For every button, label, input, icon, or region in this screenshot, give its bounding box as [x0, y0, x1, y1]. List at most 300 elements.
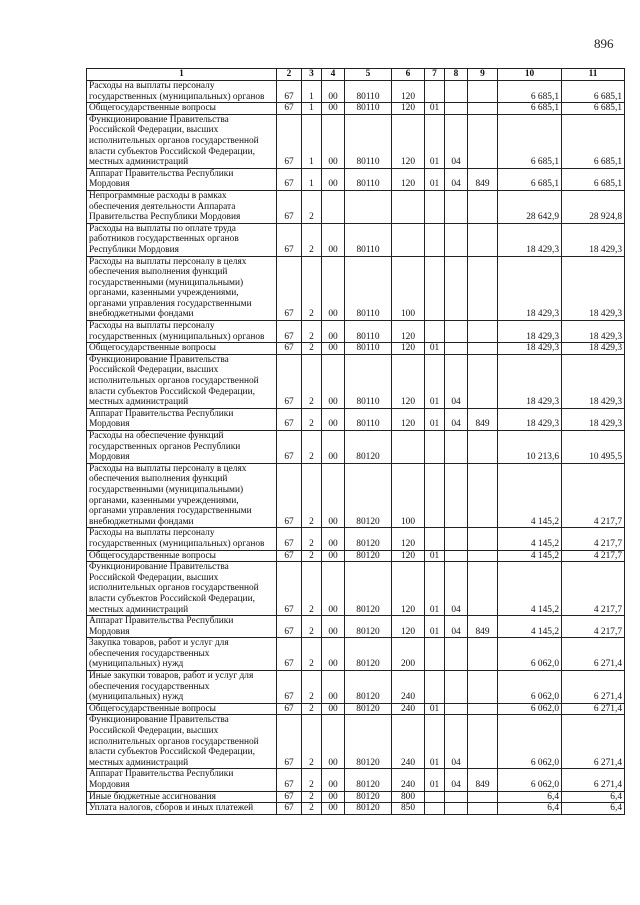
cell-c9 — [468, 671, 498, 704]
cell-c6: 120 — [392, 114, 425, 168]
row-name: Общегосударственные вопросы — [87, 703, 277, 715]
cell-c10: 28 642,9 — [498, 190, 562, 223]
cell-c6: 120 — [392, 321, 425, 343]
table-row — [87, 791, 625, 803]
cell-c6: 800 — [392, 791, 425, 803]
row-name: Общегосударственные вопросы — [87, 550, 277, 562]
cell-c4: 00 — [322, 638, 345, 671]
cell-c5: 80110 — [345, 223, 392, 256]
cell-c5 — [345, 190, 392, 223]
cell-c2: 67 — [277, 638, 302, 671]
cell-c5: 80120 — [345, 528, 392, 550]
table-row — [87, 81, 625, 103]
cell-c6: 120 — [392, 343, 425, 355]
cell-c5: 80120 — [345, 562, 392, 616]
cell-c2: 67 — [277, 671, 302, 704]
cell-c6: 100 — [392, 256, 425, 321]
cell-c10: 4 145,2 — [498, 616, 562, 638]
table-row — [87, 671, 625, 704]
cell-c9 — [468, 562, 498, 616]
cell-c6: 120 — [392, 616, 425, 638]
cell-c11: 18 429,3 — [562, 223, 625, 256]
cell-c2: 67 — [277, 168, 302, 190]
table-row — [87, 321, 625, 343]
cell-c4: 00 — [322, 103, 345, 115]
cell-c7: 01 — [425, 703, 445, 715]
cell-c9 — [468, 103, 498, 115]
cell-c10: 18 429,3 — [498, 343, 562, 355]
cell-c4: 00 — [322, 550, 345, 562]
cell-c10: 18 429,3 — [498, 223, 562, 256]
cell-c5: 80110 — [345, 114, 392, 168]
cell-c3: 2 — [302, 616, 322, 638]
cell-c9: 849 — [468, 616, 498, 638]
cell-c4: 00 — [322, 168, 345, 190]
cell-c10: 6 062,0 — [498, 715, 562, 769]
cell-c4: 00 — [322, 562, 345, 616]
cell-c8 — [445, 223, 468, 256]
cell-c4: 00 — [322, 769, 345, 791]
cell-c3: 1 — [302, 81, 322, 103]
cell-c10: 6 685,1 — [498, 103, 562, 115]
cell-c5: 80110 — [345, 168, 392, 190]
cell-c7: 01 — [425, 408, 445, 430]
cell-c7 — [425, 81, 445, 103]
row-name: Расходы на выплаты персоналу государственных (муниципальных) органов — [87, 528, 277, 550]
cell-c3: 1 — [302, 103, 322, 115]
cell-c10: 6,4 — [498, 791, 562, 803]
cell-c9 — [468, 256, 498, 321]
row-name: Аппарат Правительства Республики Мордовия — [87, 408, 277, 430]
cell-c2: 67 — [277, 343, 302, 355]
cell-c10: 18 429,3 — [498, 408, 562, 430]
cell-c9 — [468, 703, 498, 715]
cell-c10: 6 685,1 — [498, 114, 562, 168]
cell-c3: 2 — [302, 703, 322, 715]
cell-c2: 67 — [277, 616, 302, 638]
cell-c6: 120 — [392, 408, 425, 430]
cell-c3: 2 — [302, 715, 322, 769]
cell-c11: 10 495,5 — [562, 431, 625, 464]
header-cell: 10 — [498, 69, 562, 81]
cell-c2: 67 — [277, 769, 302, 791]
cell-c8 — [445, 638, 468, 671]
cell-c5: 80110 — [345, 321, 392, 343]
cell-c5: 80120 — [345, 715, 392, 769]
cell-c7 — [425, 791, 445, 803]
cell-c4: 00 — [322, 223, 345, 256]
cell-c5: 80120 — [345, 791, 392, 803]
cell-c8: 04 — [445, 715, 468, 769]
cell-c6 — [392, 431, 425, 464]
cell-c8 — [445, 463, 468, 528]
cell-c8 — [445, 791, 468, 803]
cell-c2: 67 — [277, 190, 302, 223]
cell-c3: 1 — [302, 114, 322, 168]
cell-c9: 849 — [468, 769, 498, 791]
cell-c7: 01 — [425, 114, 445, 168]
cell-c7 — [425, 190, 445, 223]
cell-c8: 04 — [445, 408, 468, 430]
cell-c3: 2 — [302, 190, 322, 223]
cell-c6: 240 — [392, 703, 425, 715]
cell-c8: 04 — [445, 168, 468, 190]
cell-c6 — [392, 190, 425, 223]
header-cell: 6 — [392, 69, 425, 81]
cell-c4: 00 — [322, 321, 345, 343]
cell-c10: 4 145,2 — [498, 550, 562, 562]
cell-c9 — [468, 463, 498, 528]
cell-c2: 67 — [277, 803, 302, 815]
cell-c4: 00 — [322, 803, 345, 815]
cell-c8 — [445, 671, 468, 704]
table-row — [87, 715, 625, 769]
cell-c8: 04 — [445, 562, 468, 616]
cell-c3: 2 — [302, 528, 322, 550]
cell-c7: 01 — [425, 769, 445, 791]
cell-c6: 200 — [392, 638, 425, 671]
cell-c9: 849 — [468, 408, 498, 430]
cell-c10: 4 145,2 — [498, 463, 562, 528]
header-cell: 9 — [468, 69, 498, 81]
header-cell: 3 — [302, 69, 322, 81]
row-name: Функционирование Правительства Российской Федерации, высших исполнительных органов государственной власти субъектов Российской Федерации, местных администраций — [87, 114, 277, 168]
cell-c7 — [425, 431, 445, 464]
table-row — [87, 408, 625, 430]
cell-c5: 80110 — [345, 81, 392, 103]
cell-c4: 00 — [322, 408, 345, 430]
table-row — [87, 256, 625, 321]
header-cell: 5 — [345, 69, 392, 81]
cell-c9 — [468, 343, 498, 355]
cell-c6: 120 — [392, 103, 425, 115]
row-name: Расходы на обеспечение функций государственных органов Республики Мордовия — [87, 431, 277, 464]
cell-c8 — [445, 528, 468, 550]
cell-c4: 00 — [322, 703, 345, 715]
cell-c8 — [445, 550, 468, 562]
cell-c2: 67 — [277, 256, 302, 321]
row-name: Расходы на выплаты по оплате труда работников государственных органов Республики Мордовия — [87, 223, 277, 256]
header-cell: 2 — [277, 69, 302, 81]
cell-c8 — [445, 256, 468, 321]
cell-c2: 67 — [277, 715, 302, 769]
cell-c9 — [468, 190, 498, 223]
cell-c5: 80120 — [345, 803, 392, 815]
row-name: Непрограммные расходы в рамках обеспечения деятельности Аппарата Правительства Республики Мордовия — [87, 190, 277, 223]
cell-c2: 67 — [277, 550, 302, 562]
cell-c4: 00 — [322, 431, 345, 464]
cell-c9 — [468, 81, 498, 103]
cell-c7 — [425, 638, 445, 671]
cell-c6: 850 — [392, 803, 425, 815]
cell-c8: 04 — [445, 616, 468, 638]
cell-c3: 1 — [302, 168, 322, 190]
cell-c2: 67 — [277, 791, 302, 803]
cell-c4: 00 — [322, 528, 345, 550]
cell-c5: 80120 — [345, 638, 392, 671]
cell-c11: 18 429,3 — [562, 321, 625, 343]
cell-c2: 67 — [277, 562, 302, 616]
cell-c8 — [445, 703, 468, 715]
cell-c4 — [322, 190, 345, 223]
cell-c10: 6 685,1 — [498, 168, 562, 190]
row-name: Функционирование Правительства Российской Федерации, высших исполнительных органов государственной власти субъектов Российской Федерации, местных администраций — [87, 715, 277, 769]
cell-c10: 18 429,3 — [498, 354, 562, 408]
cell-c2: 67 — [277, 81, 302, 103]
row-name: Функционирование Правительства Российской Федерации, высших исполнительных органов государственной власти субъектов Российской Федерации, местных администраций — [87, 562, 277, 616]
table-row — [87, 463, 625, 528]
cell-c7: 01 — [425, 103, 445, 115]
cell-c4: 00 — [322, 463, 345, 528]
cell-c2: 67 — [277, 103, 302, 115]
cell-c11: 6 271,4 — [562, 703, 625, 715]
cell-c10: 10 213,6 — [498, 431, 562, 464]
cell-c10: 6 062,0 — [498, 769, 562, 791]
cell-c10: 6 062,0 — [498, 671, 562, 704]
table-row — [87, 354, 625, 408]
table-row — [87, 431, 625, 464]
cell-c11: 6 685,1 — [562, 168, 625, 190]
cell-c6: 240 — [392, 715, 425, 769]
cell-c6: 120 — [392, 354, 425, 408]
cell-c8 — [445, 431, 468, 464]
cell-c7 — [425, 803, 445, 815]
cell-c2: 67 — [277, 431, 302, 464]
cell-c10: 6 062,0 — [498, 638, 562, 671]
cell-c9 — [468, 223, 498, 256]
cell-c7: 01 — [425, 354, 445, 408]
cell-c6: 120 — [392, 550, 425, 562]
row-name: Расходы на выплаты персоналу государственных (муниципальных) органов — [87, 81, 277, 103]
cell-c5: 80120 — [345, 550, 392, 562]
cell-c3: 2 — [302, 769, 322, 791]
cell-c7: 01 — [425, 715, 445, 769]
cell-c6: 240 — [392, 769, 425, 791]
cell-c3: 2 — [302, 321, 322, 343]
cell-c3: 2 — [302, 638, 322, 671]
cell-c3: 2 — [302, 671, 322, 704]
page-number: 896 — [594, 36, 614, 51]
table-row — [87, 703, 625, 715]
table-row — [87, 343, 625, 355]
cell-c9 — [468, 114, 498, 168]
table-header-row — [87, 69, 625, 81]
row-name: Аппарат Правительства Республики Мордовия — [87, 168, 277, 190]
cell-c11: 18 429,3 — [562, 343, 625, 355]
cell-c6: 100 — [392, 463, 425, 528]
cell-c11: 18 429,3 — [562, 354, 625, 408]
cell-c2: 67 — [277, 354, 302, 408]
cell-c11: 18 429,3 — [562, 408, 625, 430]
cell-c4: 00 — [322, 81, 345, 103]
table-row — [87, 638, 625, 671]
table-row — [87, 769, 625, 791]
cell-c2: 67 — [277, 528, 302, 550]
table-row — [87, 528, 625, 550]
cell-c7: 01 — [425, 168, 445, 190]
cell-c7 — [425, 463, 445, 528]
row-name: Общегосударственные вопросы — [87, 343, 277, 355]
cell-c4: 00 — [322, 114, 345, 168]
cell-c4: 00 — [322, 791, 345, 803]
cell-c11: 6 685,1 — [562, 81, 625, 103]
budget-table — [86, 68, 625, 815]
cell-c7: 01 — [425, 343, 445, 355]
table-row — [87, 114, 625, 168]
table-row — [87, 803, 625, 815]
cell-c9: 849 — [468, 168, 498, 190]
cell-c8 — [445, 81, 468, 103]
cell-c2: 67 — [277, 703, 302, 715]
cell-c5: 80110 — [345, 408, 392, 430]
table-row — [87, 562, 625, 616]
row-name: Иные закупки товаров, работ и услуг для обеспечения государственных (муниципальных) нужд — [87, 671, 277, 704]
header-cell: 8 — [445, 69, 468, 81]
row-name: Аппарат Правительства Республики Мордовия — [87, 769, 277, 791]
cell-c3: 2 — [302, 354, 322, 408]
cell-c10: 18 429,3 — [498, 256, 562, 321]
cell-c3: 2 — [302, 562, 322, 616]
cell-c4: 00 — [322, 256, 345, 321]
cell-c5: 80120 — [345, 431, 392, 464]
cell-c3: 2 — [302, 431, 322, 464]
table-row — [87, 168, 625, 190]
cell-c11: 4 217,7 — [562, 463, 625, 528]
cell-c10: 6,4 — [498, 803, 562, 815]
cell-c11: 6,4 — [562, 791, 625, 803]
cell-c9 — [468, 528, 498, 550]
cell-c9 — [468, 354, 498, 408]
cell-c5: 80120 — [345, 616, 392, 638]
cell-c11: 6 271,4 — [562, 715, 625, 769]
cell-c7: 01 — [425, 562, 445, 616]
cell-c6: 240 — [392, 671, 425, 704]
cell-c7: 01 — [425, 616, 445, 638]
row-name: Функционирование Правительства Российской Федерации, высших исполнительных органов государственной власти субъектов Российской Федерации, местных администраций — [87, 354, 277, 408]
cell-c2: 67 — [277, 463, 302, 528]
cell-c7: 01 — [425, 550, 445, 562]
cell-c11: 6 271,4 — [562, 769, 625, 791]
cell-c3: 2 — [302, 256, 322, 321]
cell-c3: 2 — [302, 408, 322, 430]
cell-c5: 80120 — [345, 769, 392, 791]
cell-c6: 120 — [392, 562, 425, 616]
cell-c6: 120 — [392, 528, 425, 550]
cell-c2: 67 — [277, 321, 302, 343]
cell-c2: 67 — [277, 223, 302, 256]
cell-c7 — [425, 321, 445, 343]
cell-c7 — [425, 671, 445, 704]
cell-c6 — [392, 223, 425, 256]
cell-c5: 80120 — [345, 671, 392, 704]
cell-c11: 4 217,7 — [562, 562, 625, 616]
cell-c8 — [445, 343, 468, 355]
header-cell: 4 — [322, 69, 345, 81]
cell-c4: 00 — [322, 671, 345, 704]
cell-c3: 2 — [302, 550, 322, 562]
cell-c10: 4 145,2 — [498, 562, 562, 616]
table-row — [87, 550, 625, 562]
cell-c8: 04 — [445, 769, 468, 791]
cell-c6: 120 — [392, 168, 425, 190]
cell-c4: 00 — [322, 715, 345, 769]
cell-c8 — [445, 190, 468, 223]
cell-c5: 80110 — [345, 103, 392, 115]
cell-c7 — [425, 256, 445, 321]
cell-c5: 80120 — [345, 463, 392, 528]
cell-c11: 4 217,7 — [562, 550, 625, 562]
row-name: Закупка товаров, работ и услуг для обеспечения государственных (муниципальных) нужд — [87, 638, 277, 671]
header-cell: 11 — [562, 69, 625, 81]
cell-c9 — [468, 321, 498, 343]
cell-c2: 67 — [277, 114, 302, 168]
table-row — [87, 223, 625, 256]
row-name: Уплата налогов, сборов и иных платежей — [87, 803, 277, 815]
cell-c3: 2 — [302, 223, 322, 256]
cell-c11: 6 271,4 — [562, 671, 625, 704]
cell-c10: 6 685,1 — [498, 81, 562, 103]
cell-c10: 6 062,0 — [498, 703, 562, 715]
table-row — [87, 616, 625, 638]
cell-c9 — [468, 791, 498, 803]
cell-c9 — [468, 803, 498, 815]
cell-c9 — [468, 715, 498, 769]
cell-c3: 2 — [302, 803, 322, 815]
cell-c11: 6 685,1 — [562, 103, 625, 115]
row-name: Общегосударственные вопросы — [87, 103, 277, 115]
row-name: Расходы на выплаты персоналу государственных (муниципальных) органов — [87, 321, 277, 343]
cell-c2: 67 — [277, 408, 302, 430]
header-cell: 1 — [87, 69, 277, 81]
cell-c5: 80120 — [345, 703, 392, 715]
cell-c8 — [445, 321, 468, 343]
cell-c5: 80110 — [345, 343, 392, 355]
cell-c8: 04 — [445, 354, 468, 408]
cell-c11: 6,4 — [562, 803, 625, 815]
cell-c9 — [468, 550, 498, 562]
cell-c6: 120 — [392, 81, 425, 103]
cell-c8: 04 — [445, 114, 468, 168]
cell-c11: 28 924,8 — [562, 190, 625, 223]
cell-c11: 4 217,7 — [562, 528, 625, 550]
row-name: Расходы на выплаты персоналу в целях обеспечения выполнения функций государственными (муниципальными) органами, казенными учреждениями, органами управления государственными внебюджетными фондами — [87, 256, 277, 321]
cell-c11: 4 217,7 — [562, 616, 625, 638]
cell-c9 — [468, 431, 498, 464]
cell-c8 — [445, 103, 468, 115]
table-row — [87, 103, 625, 115]
cell-c3: 2 — [302, 463, 322, 528]
table-row — [87, 190, 625, 223]
row-name: Иные бюджетные ассигнования — [87, 791, 277, 803]
cell-c7 — [425, 223, 445, 256]
cell-c3: 2 — [302, 343, 322, 355]
row-name: Аппарат Правительства Республики Мордовия — [87, 616, 277, 638]
cell-c4: 00 — [322, 616, 345, 638]
cell-c4: 00 — [322, 343, 345, 355]
cell-c7 — [425, 528, 445, 550]
row-name: Расходы на выплаты персоналу в целях обеспечения выполнения функций государственными (муниципальными) органами, казенными учреждениями, органами управления государственными внебюджетными фондами — [87, 463, 277, 528]
header-cell: 7 — [425, 69, 445, 81]
cell-c5: 80110 — [345, 256, 392, 321]
cell-c5: 80110 — [345, 354, 392, 408]
cell-c9 — [468, 638, 498, 671]
cell-c4: 00 — [322, 354, 345, 408]
cell-c10: 4 145,2 — [498, 528, 562, 550]
cell-c3: 2 — [302, 791, 322, 803]
cell-c10: 18 429,3 — [498, 321, 562, 343]
cell-c11: 6 271,4 — [562, 638, 625, 671]
cell-c11: 18 429,3 — [562, 256, 625, 321]
